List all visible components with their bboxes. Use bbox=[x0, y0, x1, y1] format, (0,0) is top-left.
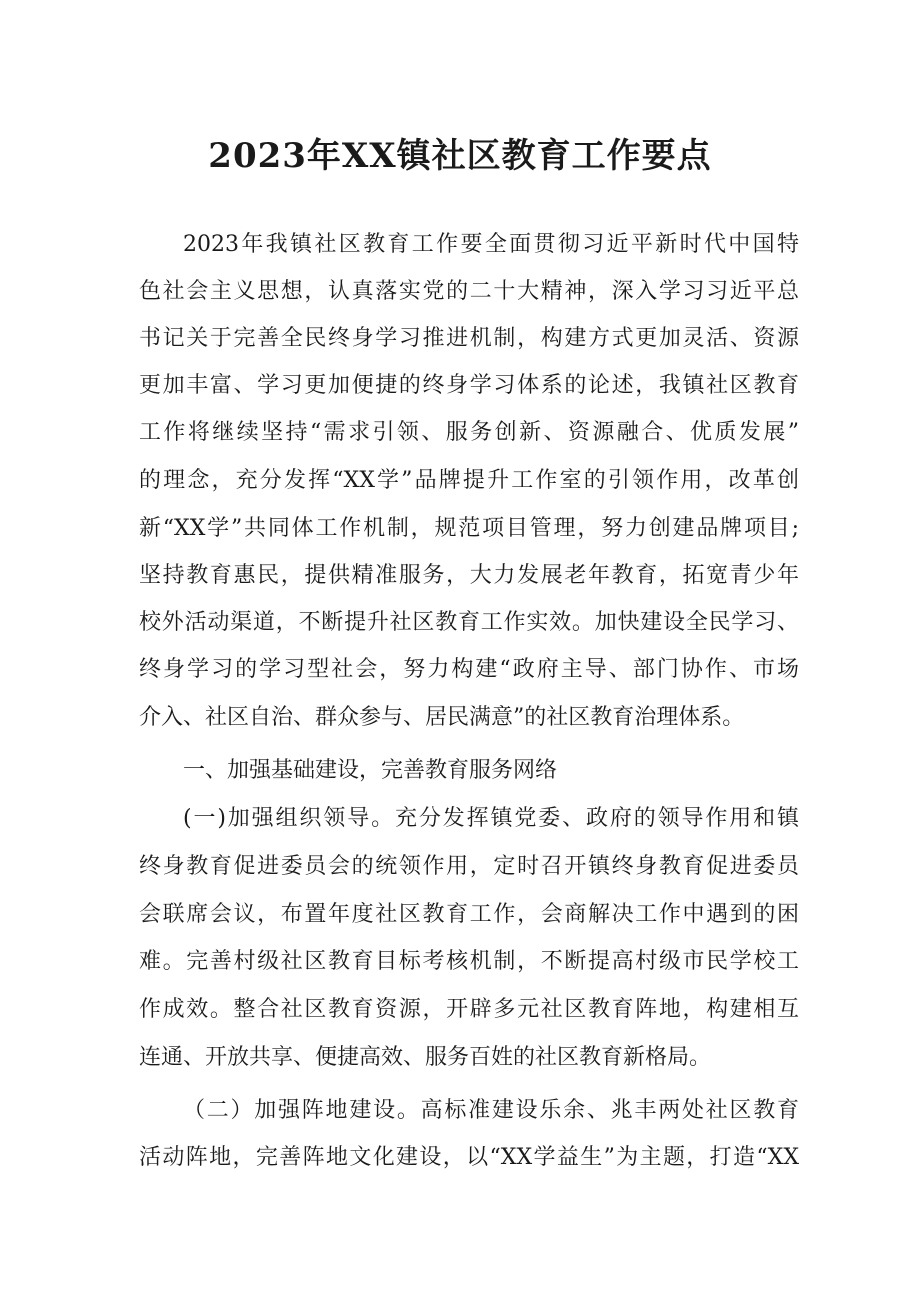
paragraph-line: 更加丰富、学习更加便捷的终身学习体系的论述，我镇社区教育 bbox=[139, 373, 799, 398]
section-heading: 一、加强基础建设，完善教育服务网络 bbox=[183, 758, 558, 783]
paragraph-line: 终身学习的学习型社会，努力构建“政府主导、部门协作、市场 bbox=[139, 657, 799, 682]
paragraph-line: 介入、社区自治、群众参与、居民满意”的社区教育治理体系。 bbox=[139, 705, 745, 730]
paragraph-line: 2023年我镇社区教育工作要全面贯彻习近平新时代中国特 bbox=[183, 232, 799, 257]
page-title: 2023年XX镇社区教育工作要点 bbox=[208, 136, 712, 176]
paragraph-line: 终身教育促进委员会的统领作用，定时召开镇终身教育促进委员 bbox=[139, 854, 799, 879]
paragraph-line: 的理念，充分发挥“XX学”品牌提升工作室的引领作用，改革创 bbox=[139, 468, 799, 493]
paragraph-line: (一)加强组织领导。充分发挥镇党委、政府的领导作用和镇 bbox=[183, 806, 799, 831]
paragraph-line: 色社会主义思想，认真落实党的二十大精神，深入学习习近平总 bbox=[139, 279, 799, 304]
paragraph-line: 活动阵地，完善阵地文化建设，以“XX学益生”为主题，打造“XX bbox=[139, 1145, 799, 1170]
paragraph-line: 作成效。整合社区教育资源，开辟多元社区教育阵地，构建相互 bbox=[139, 997, 799, 1022]
paragraph-line: 新“XX学”共同体工作机制，规范项目管理，努力创建品牌项目; bbox=[139, 516, 799, 541]
paragraph-line: 会联席会议，布置年度社区教育工作，会商解决工作中遇到的困 bbox=[139, 902, 799, 927]
paragraph-line: 坚持教育惠民，提供精准服务，大力发展老年教育，拓宽青少年 bbox=[139, 563, 799, 588]
paragraph-line: （二）加强阵地建设。高标准建设乐余、兆丰两处社区教育 bbox=[183, 1098, 799, 1123]
paragraph-line: 难。完善村级社区教育目标考核机制，不断提高村级市民学校工 bbox=[139, 949, 799, 974]
paragraph-line: 连通、开放共享、便捷高效、服务百姓的社区教育新格局。 bbox=[139, 1045, 712, 1070]
paragraph-line: 工作将继续坚持“需求引领、服务创新、资源融合、优质发展” bbox=[139, 420, 799, 445]
paragraph-line: 书记关于完善全民终身学习推进机制，构建方式更加灵活、资源 bbox=[139, 326, 799, 351]
paragraph-line: 校外活动渠道，不断提升社区教育工作实效。加快建设全民学习、 bbox=[139, 610, 799, 635]
